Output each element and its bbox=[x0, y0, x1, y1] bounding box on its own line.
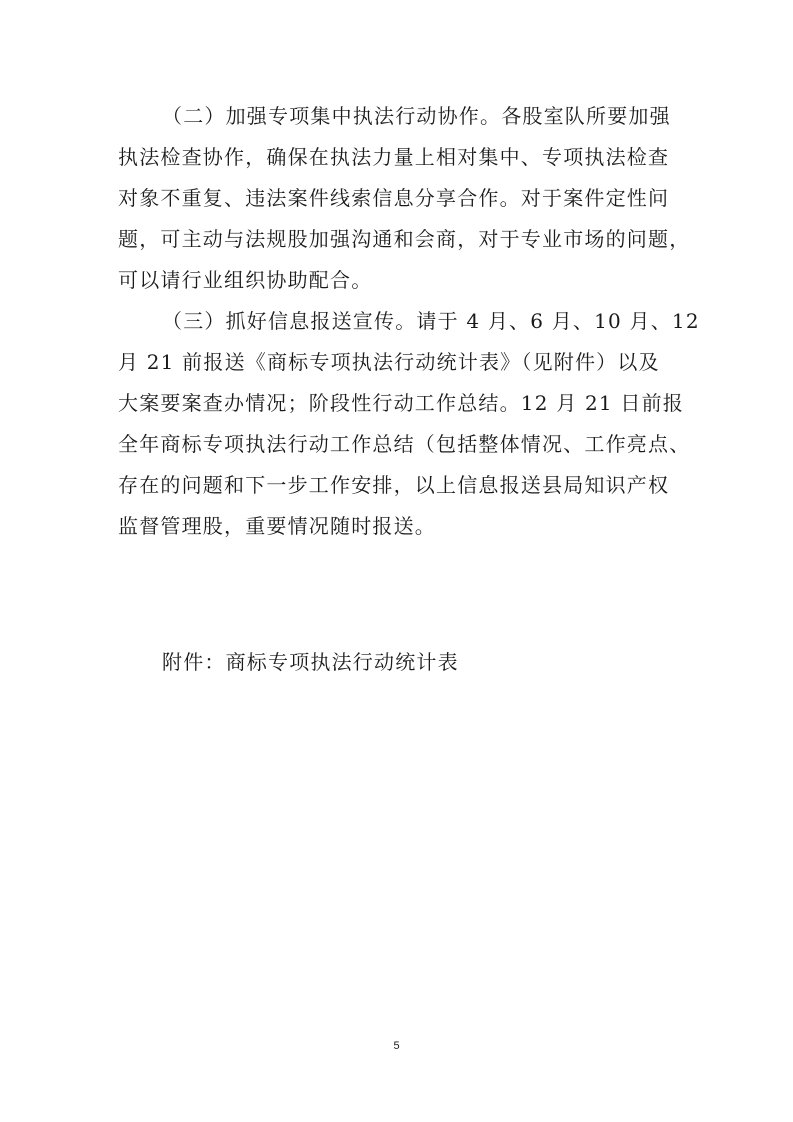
paragraph-line: 可以请行业组织协助配合。 bbox=[118, 268, 373, 292]
body-text bbox=[118, 96, 700, 547]
paragraph-line: 题，可主动与法规股加强沟通和会商，对于专业市场的问题， bbox=[118, 227, 691, 251]
page-number: 5 bbox=[393, 1040, 400, 1052]
paragraph-line: 月 21 前报送《商标专项执法行动统计表》（见附件）以及 bbox=[118, 350, 660, 374]
paragraph-line: 存在的问题和下一步工作安排，以上信息报送县局知识产权 bbox=[118, 473, 670, 497]
paragraph-line: 大案要案查办情况；阶段性行动工作总结。12 月 21 日前报 bbox=[118, 391, 684, 415]
paragraph-line: 执法检查协作，确保在执法力量上相对集中、专项执法检查 bbox=[118, 145, 670, 169]
paragraph-line: （三）抓好信息报送宣传。请于 4 月、6 月、10 月、12 bbox=[162, 309, 700, 333]
attachment-note: 附件：商标专项执法行动统计表 bbox=[162, 650, 459, 674]
paragraph-reporting bbox=[118, 301, 700, 547]
paragraph-line: 监督管理股，重要情况随时报送。 bbox=[118, 514, 436, 538]
paragraph-line: 对象不重复、违法案件线索信息分享合作。对于案件定性问 bbox=[118, 186, 670, 210]
paragraph-collaboration bbox=[118, 96, 691, 301]
paragraph-line: 全年商标专项执法行动工作总结（包括整体情况、工作亮点、 bbox=[118, 432, 691, 456]
paragraph-line: （二）加强专项集中执法行动协作。各股室队所要加强 bbox=[162, 104, 671, 128]
